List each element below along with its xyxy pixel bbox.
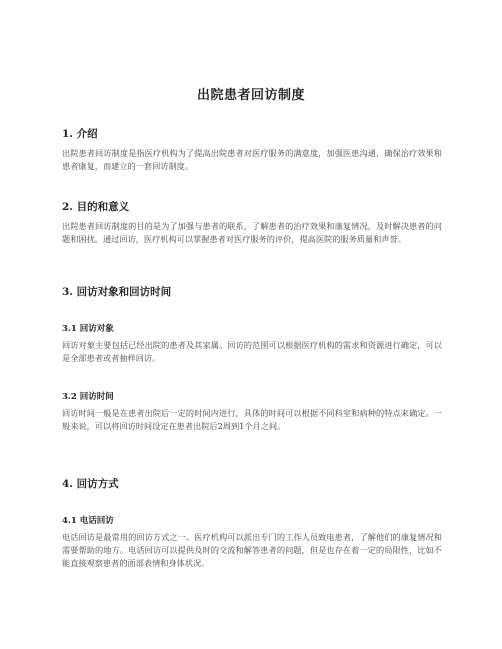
section-heading: 4. 回访方式 — [62, 478, 119, 490]
section-targets-and-timing — [62, 284, 442, 305]
section-paragraph: 出院患者回访制度的目的是为了加强与患者的联系，了解患者的治疗效果和康复情况，及时解决患者的问题和困扰。通过回访，医疗机构可以掌握患者对医疗服务的评价，提高医院的服务质量和声誉。 — [62, 221, 442, 244]
section-paragraph: 出院患者回访制度是指医疗机构为了提高出院患者对医疗服务的满意度，加强医患沟通，确保治疗效果和患者康复，而建立的一套回访制度。 — [62, 148, 442, 171]
subsection-paragraph: 回访对象主要包括已经出院的患者及其家属。回访的范围可以根据医疗机构的需求和资源进行确定，可以是全部患者或者抽样回访。 — [62, 340, 442, 363]
subsection-heading: 3.2 回访时间 — [62, 392, 114, 402]
subsection-phone-followup — [62, 514, 442, 570]
subsection-paragraph: 回访时间一般是在患者出院后一定的时间内进行，具体的时间可以根据不同科室和病种的特点来确定。一般来说，可以将回访时间设定在患者出院后2周到1个月之间。 — [62, 408, 442, 431]
subsection-timing — [62, 390, 442, 433]
section-introduction — [62, 126, 442, 173]
subsection-targets — [62, 322, 442, 365]
document-title: 出院患者回访制度 — [196, 88, 305, 103]
subsection-heading: 4.1 电话回访 — [62, 516, 114, 526]
subsection-heading: 3.1 回访对象 — [62, 324, 114, 334]
subsection-paragraph: 电话回访是最常用的回访方式之一。医疗机构可以派出专门的工作人员致电患者，了解他们的康复情况和需要帮助的地方。电话回访可以提供及时的交流和解答患者的问题，但是也存在着一定的局限性，比如不能直接观察患者的面部表情和身体状况。 — [62, 532, 442, 568]
section-methods — [62, 476, 442, 497]
section-heading: 2. 目的和意义 — [62, 201, 130, 213]
section-heading: 3. 回访对象和回访时间 — [62, 286, 172, 298]
section-purpose — [62, 199, 442, 246]
section-heading: 1. 介绍 — [62, 128, 98, 140]
